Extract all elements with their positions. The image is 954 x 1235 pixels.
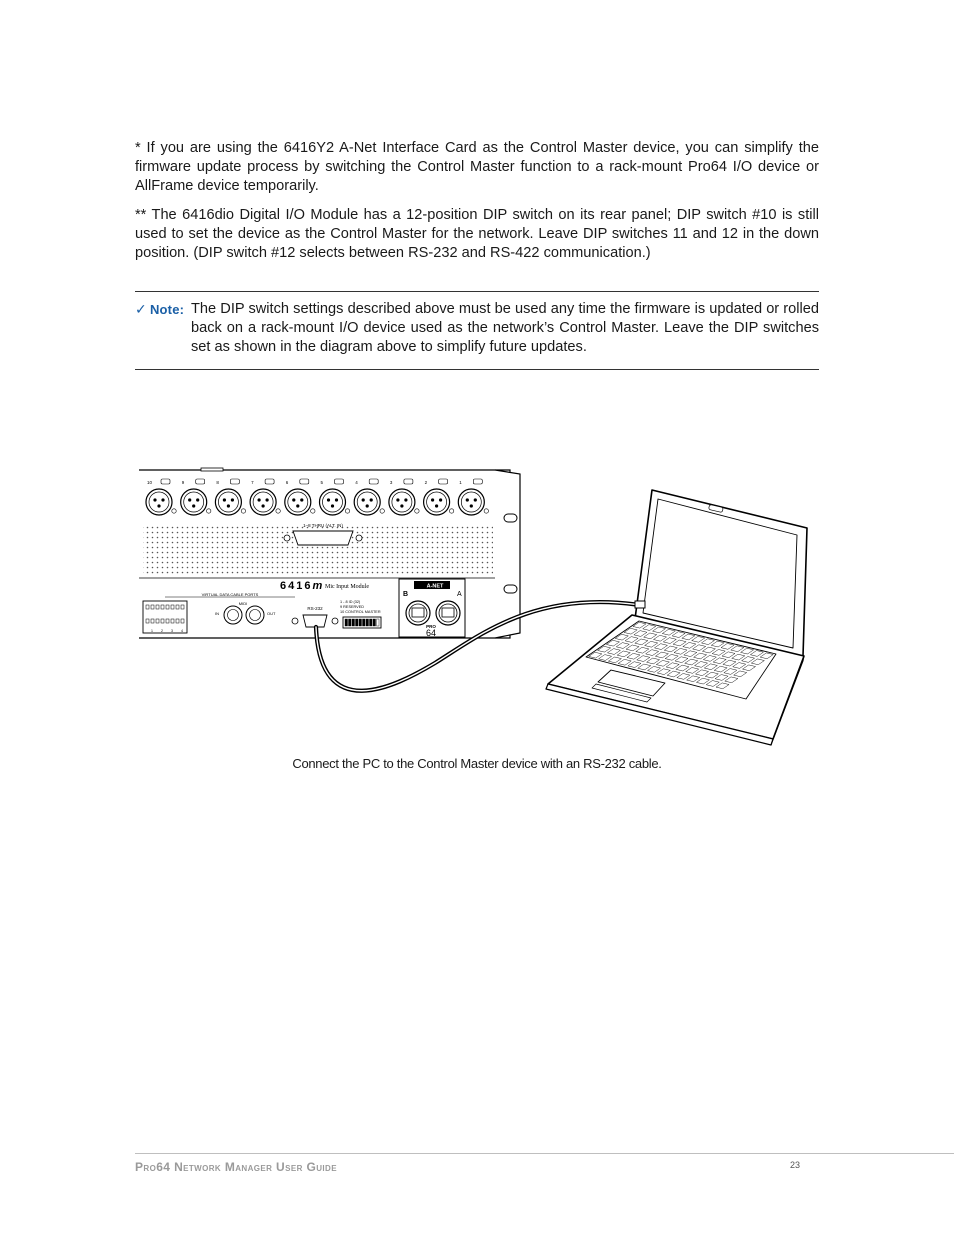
svg-text:1: 1 [151, 629, 153, 633]
rs232-label: RS-232 [307, 606, 323, 611]
svg-text:9: 9 [181, 480, 185, 485]
note-text: The DIP switch settings described above must be used any time the firmware is updated or rolled back on a rack-mount I/O device used as the network’s Control Master. Leave the DIP switches set as shown in the diagram above to simplify future updates. [191, 301, 819, 355]
note-block [135, 300, 819, 357]
laptop-pc [546, 490, 807, 745]
svg-text:3: 3 [171, 629, 173, 633]
svg-text:8: 8 [216, 480, 219, 485]
pro-number: 64 [425, 628, 437, 638]
dip-legend-3: 10 CONTROL MASTER [340, 610, 381, 614]
svg-text:7: 7 [251, 480, 254, 485]
model-label: 6416m [280, 580, 325, 592]
svg-text:5: 5 [320, 480, 324, 485]
connection-figure [135, 465, 819, 750]
anet-label: A-NET [426, 583, 444, 590]
thru-label: 1–8 THRU (ALT. IN) [303, 523, 343, 528]
svg-text:4: 4 [355, 480, 358, 485]
svg-text:10: 10 [147, 480, 153, 485]
model-subtitle: Mic Input Module [325, 584, 369, 590]
svg-text:4: 4 [181, 629, 183, 633]
checkmark-icon: ✓ [135, 301, 147, 317]
footnote-paragraph-1: * If you are using the 6416Y2 A-Net Interface Card as the Control Master device, you can simplify the firmware update process by switching the Control Master function to a rack-mount Pro64 I/O device or AllFrame device temporarily. [135, 140, 819, 194]
vdc-label: VIRTUAL DATA CABLE PORTS [201, 592, 259, 597]
midi-label: MIDI [238, 601, 248, 606]
note-heading [135, 300, 191, 319]
svg-text:6: 6 [285, 480, 289, 485]
dip-legend-1: 1 - 8 ID (32) [340, 600, 361, 604]
footnote-paragraph-2: ** The 6416dio Digital I/O Module has a 12-position DIP switch on its rear panel; DIP switch #10 is still used to set the device as the Control Master for the network. Leave DIP switches 11 and 12 in the down position. (DIP switch #12 selects between RS-232 and RS-422 communication.) [135, 207, 819, 261]
svg-text:2: 2 [161, 629, 163, 633]
figure-caption: Connect the PC to the Control Master device with an RS-232 cable. [292, 756, 662, 771]
note-rule-top [135, 291, 819, 292]
note-rule-bottom [135, 369, 819, 370]
footer-guide-title: Pro64 Network Manager User Guide [135, 1160, 337, 1174]
dip-legend-2: 9 RESERVED [340, 605, 364, 609]
rack-device-6416m [139, 468, 520, 638]
footer-rule [135, 1153, 954, 1154]
svg-text:2: 2 [424, 480, 428, 485]
note-label: Note: [149, 302, 185, 317]
port-a-label: A [457, 591, 462, 598]
port-b-label: B [403, 591, 409, 598]
midi-in-label: IN [215, 611, 219, 616]
pro-label: PRO [426, 624, 436, 629]
svg-text:3: 3 [389, 480, 393, 485]
svg-text:1: 1 [459, 480, 462, 485]
page-number: 23 [790, 1160, 801, 1170]
midi-out-label: OUT [267, 611, 276, 616]
